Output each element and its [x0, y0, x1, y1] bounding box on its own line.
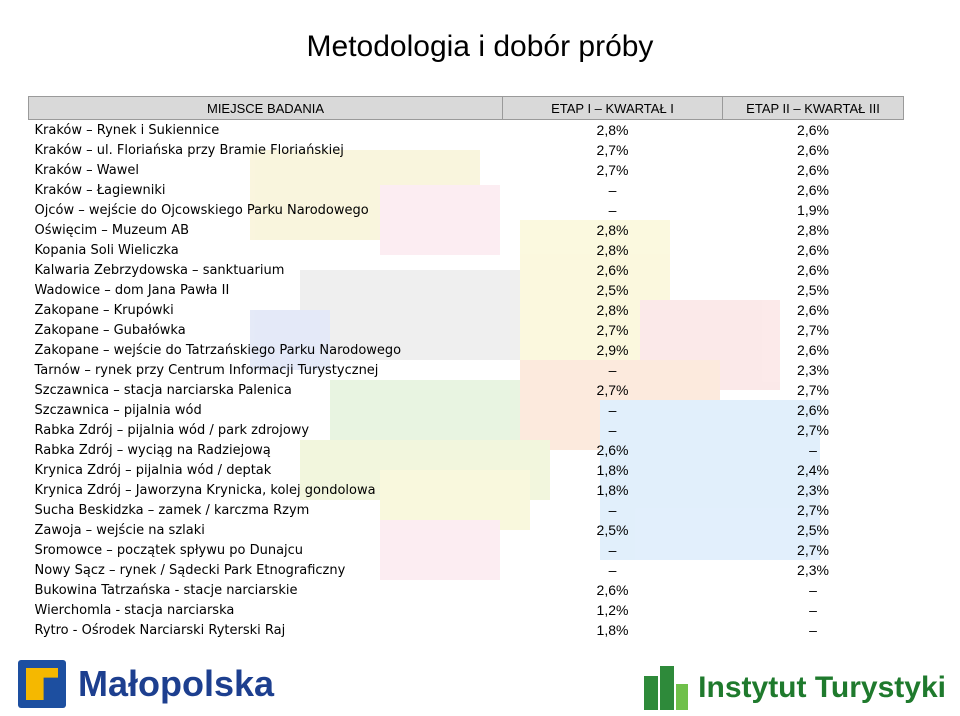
stage-1-value-cell: 2,8%	[596, 122, 629, 138]
malopolska-emblem-icon	[18, 660, 66, 708]
stage-1-value-cell: 1,2%	[596, 602, 629, 618]
stage-1-value-cell: –	[608, 422, 617, 438]
stage-1-value-cell: 2,6%	[596, 442, 629, 458]
stage-1-value-cell: 2,8%	[596, 222, 629, 238]
location-cell: Sromowce – początek spływu po Dunajcu	[34, 542, 304, 558]
location-cell: Zakopane – wejście do Tatrzańskiego Parku Narodowego	[34, 342, 402, 358]
location-cell: Kraków – Łagiewniki	[34, 182, 166, 198]
location-cell: Kalwaria Zebrzydowska – sanktuarium	[34, 262, 285, 278]
table-header-row	[29, 97, 904, 120]
stage-2-value-cell: 2,5%	[797, 282, 829, 298]
stage-1-value-cell: 2,5%	[596, 522, 629, 538]
stage-2-value-cell: 2,6%	[797, 402, 829, 418]
stage-1-value-cell: –	[608, 182, 617, 198]
stage-2-value-cell: –	[809, 582, 817, 598]
malopolska-logo-text: Małopolska	[78, 663, 275, 704]
stage-2-value-cell: 1,9%	[797, 202, 829, 218]
location-cell: Tarnów – rynek przy Centrum Informacji Turystycznej	[34, 362, 379, 378]
location-cell: Szczawnica – stacja narciarska Palenica	[34, 382, 292, 398]
location-cell: Oświęcim – Muzeum AB	[34, 222, 190, 238]
stage-1-value-cell: 1,8%	[596, 462, 629, 478]
stage-2-value-cell: 2,5%	[797, 522, 829, 538]
location-cell: Wierchomla - stacja narciarska	[34, 602, 235, 618]
stage-2-value-cell: 2,7%	[797, 422, 829, 438]
stage-2-value-cell: 2,7%	[797, 542, 829, 558]
column-header-location: MIEJSCE BADANIA	[29, 97, 503, 120]
stage-2-value-cell: –	[809, 622, 817, 638]
stage-2-value-cell: 2,6%	[797, 262, 829, 278]
stage-2-value-cell: 2,7%	[797, 502, 829, 518]
location-cell: Rabka Zdrój – wyciąg na Radziejową	[34, 442, 271, 458]
table-row	[29, 180, 904, 200]
stage-1-value-cell: –	[608, 402, 617, 418]
location-cell: Szczawnica – pijalnia wód	[34, 402, 202, 418]
table-row	[29, 280, 904, 300]
stage-1-value-cell: –	[608, 202, 617, 218]
location-cell: Rabka Zdrój – pijalnia wód / park zdrojowy	[34, 422, 310, 438]
location-cell: Zawoja – wejście na szlaki	[34, 522, 205, 538]
stage-2-value-cell: –	[809, 442, 817, 458]
survey-locations-table	[28, 96, 904, 640]
page-title: Metodologia i dobór próby	[306, 30, 654, 63]
malopolska-logo	[18, 658, 274, 710]
location-cell: Rytro - Ośrodek Narciarski Ryterski Raj	[34, 622, 286, 638]
stage-2-value-cell: 2,7%	[797, 322, 829, 338]
table-row	[29, 360, 904, 380]
stage-1-value-cell: 1,8%	[596, 482, 629, 498]
stage-1-value-cell: –	[608, 542, 617, 558]
location-cell: Bukowina Tatrzańska - stacje narciarskie	[34, 582, 298, 598]
table-row	[29, 160, 904, 180]
stage-1-value-cell: 2,7%	[596, 162, 629, 178]
stage-2-value-cell: 2,6%	[797, 242, 829, 258]
table-row	[29, 480, 904, 500]
table-row	[29, 440, 904, 460]
table-row	[29, 560, 904, 580]
location-cell: Sucha Beskidzka – zamek / karczma Rzym	[34, 502, 310, 518]
location-cell: Wadowice – dom Jana Pawła II	[34, 282, 230, 298]
column-header-stage-1: ETAP I – KWARTAŁ I	[503, 97, 723, 120]
location-cell: Zakopane – Gubałówka	[34, 322, 186, 338]
table-row	[29, 620, 904, 640]
table-row	[29, 340, 904, 360]
location-cell: Krynica Zdrój – pijalnia wód / deptak	[34, 462, 272, 478]
location-cell: Krynica Zdrój – Jaworzyna Krynicka, kolej gondolowa	[34, 482, 376, 498]
stage-1-value-cell: 1,8%	[596, 622, 629, 638]
stage-2-value-cell: 2,3%	[797, 362, 829, 378]
stage-1-value-cell: –	[608, 562, 617, 578]
stage-1-value-cell: 2,8%	[596, 242, 629, 258]
table-row	[29, 580, 904, 600]
table-row	[29, 120, 904, 141]
column-header-stage-2: ETAP II – KWARTAŁ III	[723, 97, 904, 120]
location-cell: Kopania Soli Wieliczka	[34, 242, 179, 258]
table-body	[29, 120, 904, 641]
table-row	[29, 240, 904, 260]
stage-2-value-cell: 2,4%	[797, 462, 829, 478]
table-row	[29, 500, 904, 520]
stage-2-value-cell: 2,3%	[797, 482, 829, 498]
location-cell: Nowy Sącz – rynek / Sądecki Park Etnograficzny	[34, 562, 346, 578]
stage-2-value-cell: 2,7%	[797, 382, 829, 398]
stage-1-value-cell: 2,9%	[596, 342, 629, 358]
instytut-emblem-icon	[644, 666, 688, 710]
stage-1-value-cell: 2,7%	[596, 142, 629, 158]
table-row	[29, 540, 904, 560]
table-row	[29, 300, 904, 320]
table-row	[29, 140, 904, 160]
table-row	[29, 520, 904, 540]
location-cell: Kraków – ul. Floriańska przy Bramie Floriańskiej	[34, 142, 344, 158]
stage-1-value-cell: –	[608, 502, 617, 518]
location-cell: Kraków – Rynek i Sukiennice	[34, 122, 220, 138]
table-row	[29, 260, 904, 280]
table-row	[29, 200, 904, 220]
stage-2-value-cell: 2,8%	[797, 222, 829, 238]
stage-1-value-cell: 2,8%	[596, 302, 629, 318]
stage-2-value-cell: 2,3%	[797, 562, 829, 578]
stage-2-value-cell: 2,6%	[797, 342, 829, 358]
stage-2-value-cell: 2,6%	[797, 302, 829, 318]
stage-2-value-cell: 2,6%	[797, 142, 829, 158]
table-row	[29, 460, 904, 480]
stage-1-value-cell: 2,6%	[596, 262, 629, 278]
stage-2-value-cell: 2,6%	[797, 162, 829, 178]
stage-2-value-cell: –	[809, 602, 817, 618]
stage-1-value-cell: 2,6%	[596, 582, 629, 598]
stage-1-value-cell: 2,7%	[596, 382, 629, 398]
table-row	[29, 320, 904, 340]
instytut-turystyki-logo	[644, 662, 946, 714]
location-cell: Kraków – Wawel	[34, 162, 139, 178]
table-row	[29, 600, 904, 620]
stage-1-value-cell: –	[608, 362, 617, 378]
location-cell: Ojców – wejście do Ojcowskiego Parku Narodowego	[34, 202, 369, 218]
stage-1-value-cell: 2,5%	[596, 282, 629, 298]
table-row	[29, 420, 904, 440]
stage-1-value-cell: 2,7%	[596, 322, 629, 338]
table-row	[29, 220, 904, 240]
location-cell: Zakopane – Krupówki	[34, 302, 174, 318]
stage-2-value-cell: 2,6%	[797, 122, 829, 138]
stage-2-value-cell: 2,6%	[797, 182, 829, 198]
table-row	[29, 400, 904, 420]
instytut-logo-text: Instytut Turystyki	[698, 671, 946, 704]
table-row	[29, 380, 904, 400]
